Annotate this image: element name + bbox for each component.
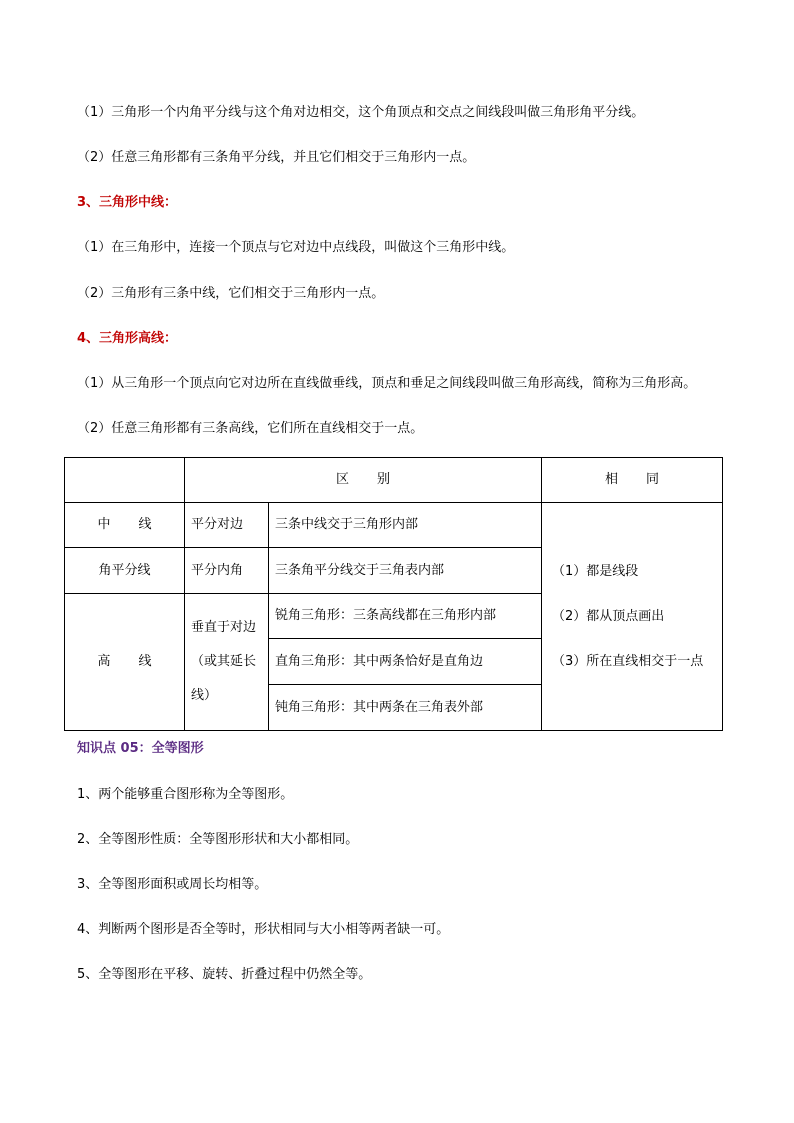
table-row <box>65 503 723 548</box>
altitude-acute: 锐角三角形：三条高线都在三角形内部 <box>269 594 542 639</box>
median-point-2: （2）三角形有三条中线，它们相交于三角形内一点。 <box>77 286 385 301</box>
same-item-3: （3）所在直线相交于一点 <box>552 654 704 669</box>
row-bisector-detail: 三条角平分线交于三角表内部 <box>269 548 542 594</box>
section5-item-2: 2、全等图形性质：全等图形形状和大小都相同。 <box>77 832 359 847</box>
section5-item-4: 4、判断两个图形是否全等时，形状相同与大小相等两者缺一可。 <box>77 922 450 937</box>
median-point-1: （1）在三角形中，连接一个顶点与它对边中点线段，叫做这个三角形中线。 <box>77 240 515 255</box>
median-heading: 3、三角形中线： <box>77 195 178 210</box>
table-header-diff: 区别 <box>185 458 542 503</box>
altitude-obtuse: 钝角三角形：其中两条在三角表外部 <box>269 685 542 731</box>
bisector-point-2: （2）任意三角形都有三条角平分线，并且它们相交于三角形内一点。 <box>77 150 476 165</box>
altitude-point-2: （2）任意三角形都有三条高线，它们所在直线相交于一点。 <box>77 421 424 436</box>
table-header-same: 相同 <box>542 458 723 503</box>
same-item-1: （1）都是线段 <box>552 564 639 579</box>
section5-item-5: 5、全等图形在平移、旋转、折叠过程中仍然全等。 <box>77 967 372 982</box>
comparison-table <box>64 457 723 731</box>
altitude-right: 直角三角形：其中两条恰好是直角边 <box>269 639 542 685</box>
table-header-row <box>65 458 723 503</box>
same-cell <box>542 503 723 731</box>
row-median-name: 中线 <box>65 503 185 548</box>
row-median-def: 平分对边 <box>185 503 269 548</box>
row-median-detail: 三条中线交于三角形内部 <box>269 503 542 548</box>
row-bisector-name: 角平分线 <box>65 548 185 594</box>
section5-item-1: 1、两个能够重合图形称为全等图形。 <box>77 787 294 802</box>
section5-heading: 知识点 05：全等图形 <box>77 741 204 756</box>
row-bisector-def: 平分内角 <box>185 548 269 594</box>
table-header-blank <box>65 458 185 503</box>
altitude-heading: 4、三角形高线： <box>77 331 178 346</box>
altitude-point-1: （1）从三角形一个顶点向它对边所在直线做垂线，顶点和垂足之间线段叫做三角形高线，简称为三角形高。 <box>77 376 697 391</box>
section5-item-3: 3、全等图形面积或周长均相等。 <box>77 877 268 892</box>
row-altitude-def: 垂直于对边（或其延长线） <box>185 594 269 731</box>
same-item-2: （2）都从顶点画出 <box>552 609 665 624</box>
row-altitude-name: 高线 <box>65 594 185 731</box>
bisector-point-1: （1）三角形一个内角平分线与这个角对边相交，这个角顶点和交点之间线段叫做三角形角平分线。 <box>77 105 645 120</box>
